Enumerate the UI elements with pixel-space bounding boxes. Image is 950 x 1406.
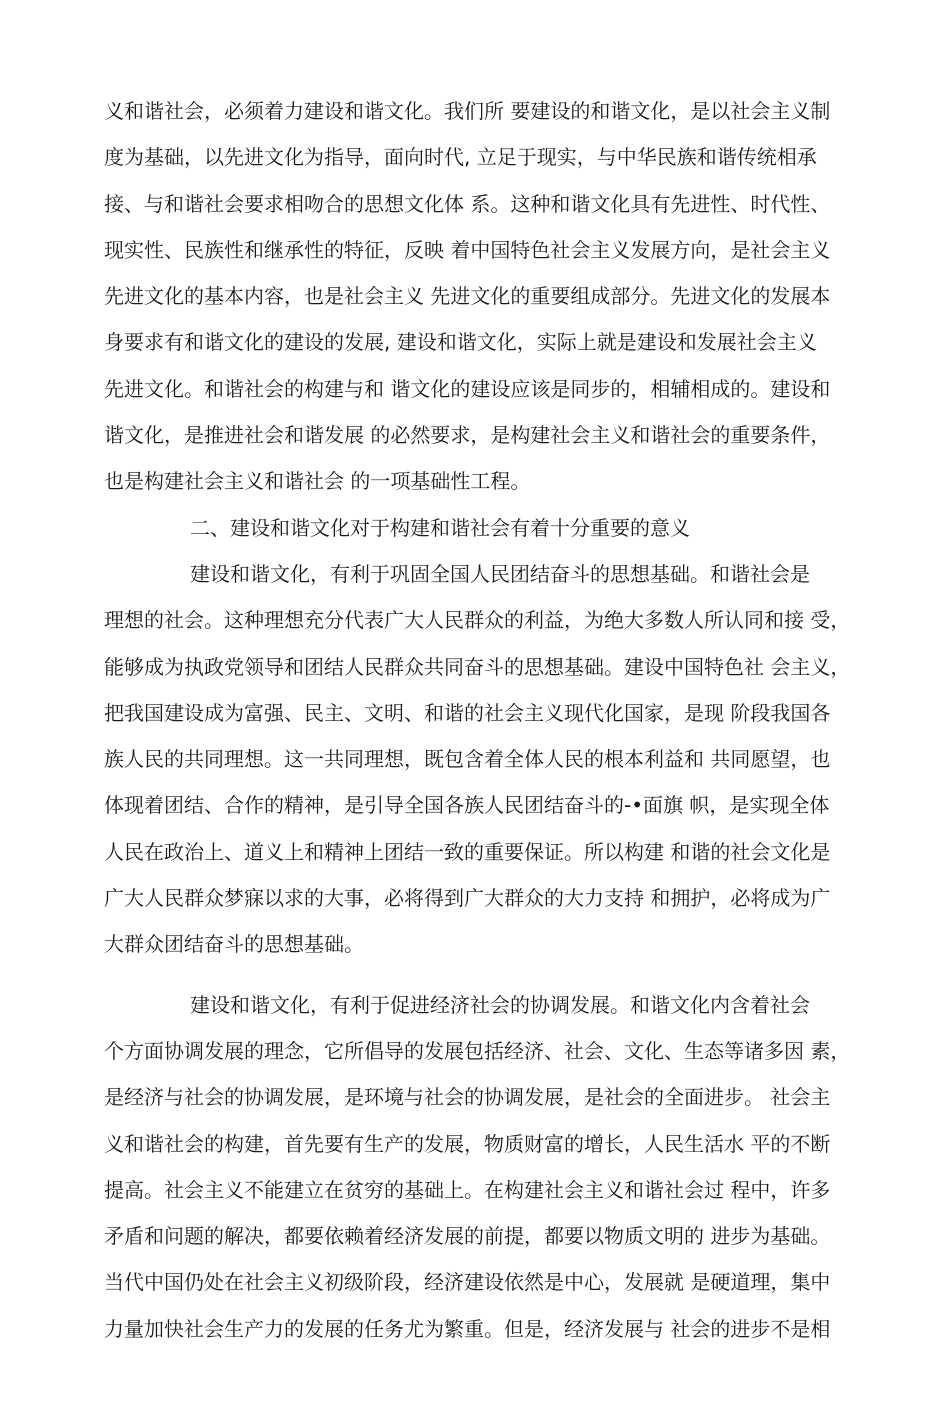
text-line: 建设和谐文化，有利于巩固全国人民团结奋斗的思想基础。和谐社会是 <box>190 561 810 586</box>
text-line: 身要求有和谐文化的建设的发展, 建设和谐文化，实际上就是建设和发展社会主义 <box>104 330 817 355</box>
document-body <box>104 88 856 1352</box>
text-line: 能够成为执政党领导和团结人民群众共同奋斗的思想基础。建设中国特色社 会主义， <box>104 654 851 679</box>
text-line: 建设和谐文化，有利于促进经济社会的协调发展。和谐文化内含着社会 <box>190 992 810 1017</box>
text-line: 大群众团结奋斗的思想基础。 <box>104 932 364 957</box>
text-line: 矛盾和问题的解决，都要依赖着经济发展的前提，都要以物质文明的 进步为基础。 <box>104 1224 831 1249</box>
text-line: 接、与和谐社会要求相吻合的思想文化体 系。这种和谐文化具有先进性、时代性、 <box>104 191 831 216</box>
text-line: 是经济与社会的协调发展，是环境与社会的协调发展，是社会的全面进步。 社会主 <box>104 1085 831 1110</box>
text-line: 人民在政治上、道义上和精神上团结一致的重要保证。所以构建 和谐的社会文化是 <box>104 839 831 864</box>
text-line: 谐文化，是推进社会和谐发展 的必然要求，是构建社会主义和谐社会的重要条件， <box>104 423 831 448</box>
text-line: 先进文化。和谐社会的构建与和 谐文化的建设应该是同步的，相辅相成的。建设和 <box>104 376 831 401</box>
text-line: 当代中国仍处在社会主义初级阶段，经济建设依然是中心，发展就 是硬道理，集中 <box>104 1270 831 1295</box>
paragraph-gap <box>104 968 856 982</box>
text-line: 义和谐社会，必须着力建设和谐文化。我们所 要建设的和谐文化，是以社会主义制 <box>104 99 831 123</box>
text-line: 现实性、民族性和继承性的特征，反映 着中国特色社会主义发展方向，是社会主义 <box>104 237 831 262</box>
text-line: 把我国建设成为富强、民主、文明、和谐的社会主义现代化国家，是现 阶段我国各 <box>104 700 831 725</box>
text-line: 提高。社会主义不能建立在贫穷的基础上。在构建社会主义和谐社会过 程中，许多 <box>104 1177 831 1202</box>
text-line: 也是构建社会主义和谐社会 的一项基础性工程。 <box>104 469 531 494</box>
text-line: 义和谐社会的构建，首先要有生产的发展，物质财富的增长，人民生活水 平的不断 <box>104 1131 831 1156</box>
text-line: 广大人民群众梦寐以求的大事，必将得到广大群众的大力支持 和拥护，必将成为广 <box>104 886 831 911</box>
text-line: 先进文化的基本内容，也是社会主义 先进文化的重要组成部分。先进文化的发展本 <box>104 284 831 309</box>
text-line: 体现着团结、合作的精神，是引导全国各族人民团结奋斗的-•面旗 帜，是实现全体 <box>104 793 830 818</box>
text-line: 度为基础，以先进文化为指导，面向时代, 立足于现实，与中华民族和谐传统相承 <box>104 145 817 170</box>
section-heading: 二、建设和谐文化对于构建和谐社会有着十分重要的意义 <box>190 515 690 540</box>
text-line: 个方面协调发展的理念，它所倡导的发展包括经济、社会、文化、生态等诸多因 素， <box>104 1038 851 1063</box>
text-line: 力量加快社会生产力的发展的任务尤为繁重。但是，经济发展与 社会的进步不是相 <box>104 1316 831 1341</box>
text-line: 族人民的共同理想。这一共同理想，既包含着全体人民的根本利益和 共同愿望，也 <box>104 747 831 772</box>
text-line: 理想的社会。这种理想充分代表广大人民群众的利益，为绝大多数人所认同和接 受， <box>104 608 851 633</box>
